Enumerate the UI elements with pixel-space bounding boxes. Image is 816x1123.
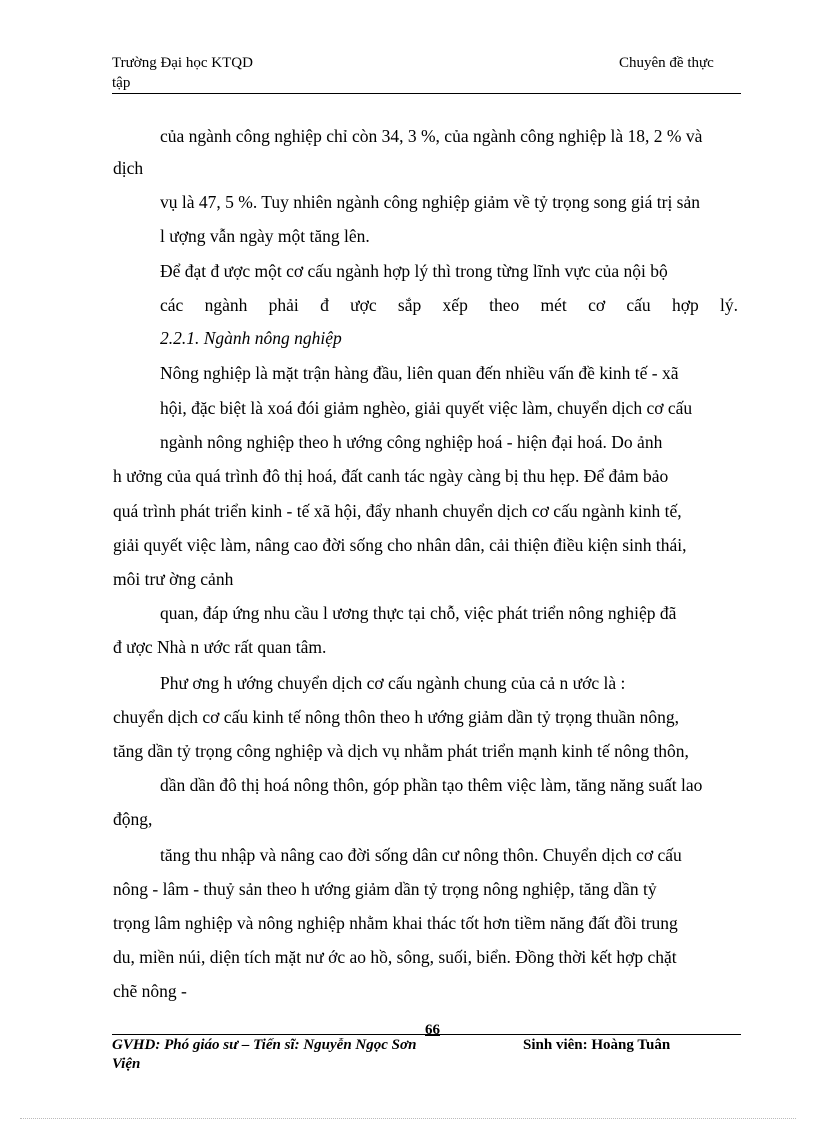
section-heading: 2.2.1. Ngành nông nghiệp bbox=[160, 328, 342, 348]
body-line-21: động, bbox=[113, 809, 153, 829]
header-school-continuation: tập bbox=[112, 75, 131, 91]
header-rule bbox=[112, 93, 741, 94]
footer-supervisor-continuation: Viện bbox=[112, 1056, 141, 1072]
body-line-2: dịch bbox=[113, 158, 144, 178]
body-line-18: chuyển dịch cơ cấu kinh tế nông thôn theo h ướng giảm dần tỷ trọng thuần nông, bbox=[113, 707, 680, 727]
body-line-9: hội, đặc biệt là xoá đói giảm nghèo, giải quyết việc làm, chuyển dịch cơ cấu bbox=[160, 398, 693, 418]
body-line-3: vụ là 47, 5 %. Tuy nhiên ngành công nghiệp giảm về tỷ trọng song giá trị sản bbox=[160, 192, 701, 212]
page-number: 66 bbox=[425, 1022, 440, 1038]
body-line-20: dần dần đô thị hoá nông thôn, góp phần tạo thêm việc làm, tăng năng suất lao bbox=[160, 775, 703, 795]
page-edge-divider bbox=[20, 1118, 796, 1119]
body-line-5: Để đạt đ ược một cơ cấu ngành hợp lý thì trong từng lĩnh vực của nội bộ bbox=[160, 261, 668, 281]
body-line-14: môi trư ờng cảnh bbox=[113, 569, 234, 589]
body-line-15: quan, đáp ứng nhu cầu l ương thực tại chỗ, việc phát triển nông nghiệp đã bbox=[160, 603, 677, 623]
body-line-26: chẽ nông - bbox=[113, 981, 187, 1001]
body-line-19: tăng dần tỷ trọng công nghiệp và dịch vụ nhằm phát triển mạnh kinh tế nông thôn, bbox=[113, 741, 689, 761]
body-line-1: của ngành công nghiệp chỉ còn 34, 3 %, của ngành công nghiệp là 18, 2 % và bbox=[160, 126, 703, 146]
footer-supervisor: GVHD: Phó giáo sư – Tiến sĩ: Nguyễn Ngọc Sơn bbox=[112, 1037, 417, 1053]
header-school: Trường Đại học KTQD bbox=[112, 55, 253, 71]
body-line-11: h ưởng của quá trình đô thị hoá, đất canh tác ngày càng bị thu hẹp. Để đảm bảo bbox=[113, 466, 669, 486]
body-line-6: các ngành phải đ ược sắp xếp theo mét cơ cấu hợp lý. bbox=[160, 295, 738, 315]
body-line-13: giải quyết việc làm, nâng cao đời sống cho nhân dân, cải thiện điều kiện sinh thái, bbox=[113, 535, 687, 555]
body-line-17: Phư ơng h ướng chuyển dịch cơ cấu ngành chung của cả n ước là : bbox=[160, 673, 626, 693]
footer-rule bbox=[112, 1034, 741, 1035]
body-line-4: l ượng vẫn ngày một tăng lên. bbox=[160, 226, 370, 246]
body-line-10: ngành nông nghiệp theo h ướng công nghiệp hoá - hiện đại hoá. Do ảnh bbox=[160, 432, 663, 452]
body-line-8: Nông nghiệp là mặt trận hàng đầu, liên quan đến nhiều vấn đề kinh tế - xã bbox=[160, 363, 679, 383]
footer-student: Sinh viên: Hoàng Tuân bbox=[523, 1037, 671, 1053]
body-line-23: nông - lâm - thuỷ sản theo h ướng giảm dần tỷ trọng nông nghiệp, tăng dần tỷ bbox=[113, 879, 657, 899]
body-line-16: đ ược Nhà n ước rất quan tâm. bbox=[113, 637, 327, 657]
header-title: Chuyên đề thực bbox=[619, 55, 714, 71]
body-line-25: du, miền núi, diện tích mặt nư ớc ao hồ, sông, suối, biển. Đồng thời kết hợp chặt bbox=[113, 947, 677, 967]
body-line-24: trọng lâm nghiệp và nông nghiệp nhằm khai thác tốt hơn tiềm năng đất đồi trung bbox=[113, 913, 678, 933]
body-line-22: tăng thu nhập và nâng cao đời sống dân cư nông thôn. Chuyển dịch cơ cấu bbox=[160, 845, 682, 865]
body-line-12: quá trình phát triển kinh - tế xã hội, đẩy nhanh chuyển dịch cơ cấu ngành kinh tế, bbox=[113, 501, 682, 521]
